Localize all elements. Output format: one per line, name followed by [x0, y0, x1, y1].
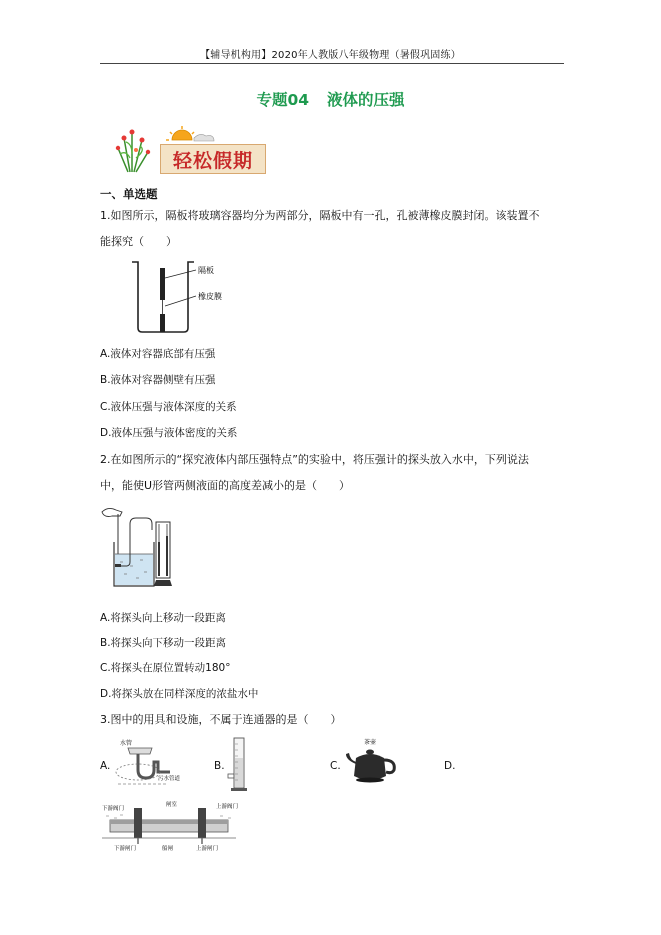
- question-1-option-b: B.液体对容器侧壁有压强: [100, 374, 216, 386]
- holiday-banner-text: 轻松假期: [160, 144, 266, 174]
- flower-plant-icon: [116, 130, 150, 173]
- title-prefix: 专题04: [256, 91, 310, 109]
- label-upper-valve: 上游阀门: [216, 804, 239, 810]
- sun-icon: [166, 126, 214, 141]
- question-1-line-2: 能探究（ ）: [100, 235, 177, 248]
- option-a-sink-trap-figure: [108, 736, 190, 796]
- question-2-figure-pressure-gauge: [100, 502, 182, 592]
- question-3-option-a: A.: [100, 760, 111, 772]
- question-2-option-b: B.将探头向下移动一段距离: [100, 637, 227, 649]
- question-1-option-a: A.液体对容器底部有压强: [100, 348, 216, 360]
- question-3-line-1: 3.图中的用具和设施，不属于连通器的是（ ）: [100, 713, 342, 726]
- question-2-option-d: D.将探头放在同样深度的浓盐水中: [100, 688, 259, 700]
- question-3-option-b: B.: [214, 760, 225, 772]
- question-3-option-c: C.: [330, 760, 341, 772]
- option-d-ship-lock-figure: [100, 796, 240, 854]
- label-partition: 隔板: [198, 266, 214, 275]
- label-sewer-pipe: 污水管道: [158, 776, 181, 782]
- label-upper-gate: 上游闸门: [196, 846, 219, 852]
- question-2-line-1: 2.在如图所示的“探究液体内部压强特点”的实验中，将压强计的探头放入水中，下列说法: [100, 453, 529, 466]
- question-1-line-1: 1.如图所示，隔板将玻璃容器均分为两部分，隔板中有一孔，孔被薄橡皮膜封闭。该装置不: [100, 209, 540, 222]
- header-rule: [100, 63, 564, 64]
- title-main: 液体的压强: [327, 91, 405, 109]
- label-lower-valve: 下游阀门: [102, 806, 125, 812]
- partition-lower: [160, 314, 165, 332]
- label-sink: 水管: [120, 740, 133, 747]
- option-b-gauge-glass-figure: [226, 736, 250, 792]
- question-1-option-c: C.液体压强与液体深度的关系: [100, 401, 237, 413]
- question-2-line-2: 中，能使U形管两侧液面的高度差减小的是（ ）: [100, 479, 351, 492]
- question-1-option-d: D.液体压强与液体密度的关系: [100, 427, 238, 439]
- option-c-teapot-figure: [344, 736, 398, 788]
- section-heading: 一、单选题: [100, 187, 158, 201]
- partition-upper: [160, 268, 165, 300]
- label-membrane: 橡皮膜: [198, 292, 222, 301]
- page-title: [0, 88, 661, 110]
- label-chamber: 闸室: [166, 802, 178, 808]
- label-teapot: 茶壶: [364, 739, 377, 746]
- question-2-option-a: A.将探头向上移动一段距离: [100, 612, 226, 624]
- label-lower-gate: 下游闸门: [114, 846, 137, 852]
- question-1-figure: [130, 258, 240, 336]
- question-2-option-c: C.将探头在原位置转动180°: [100, 662, 231, 674]
- question-3-option-d: D.: [444, 760, 456, 772]
- page-header: 【辅导机构用】2020年人教版八年级物理（暑假巩固练）: [200, 50, 461, 61]
- label-gate: 船闸: [162, 846, 174, 852]
